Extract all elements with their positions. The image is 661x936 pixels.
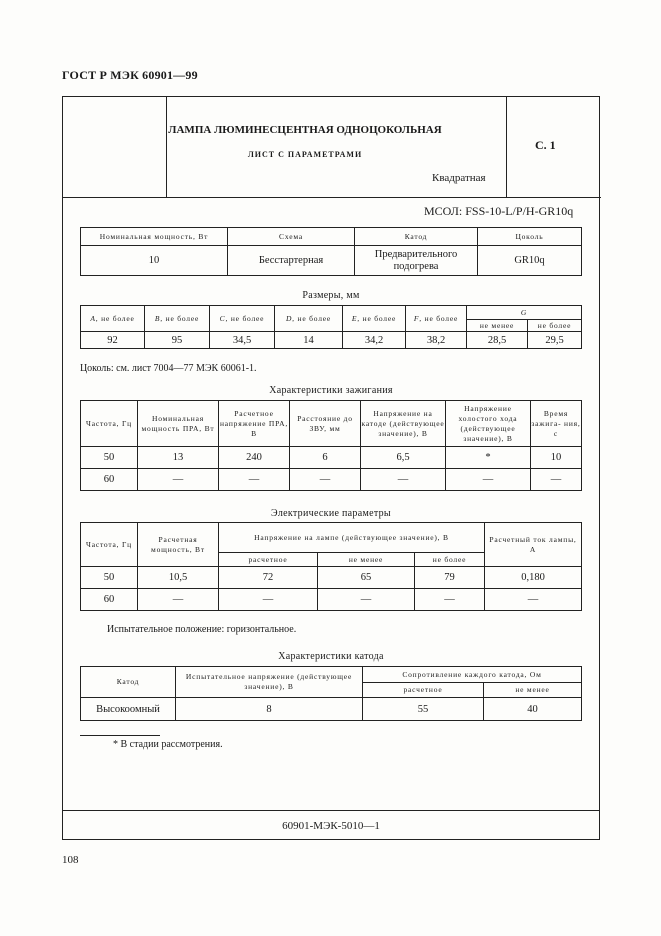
ign-cell: —: [138, 469, 219, 491]
el-cell: 50: [81, 567, 138, 589]
ign-cell: —: [290, 469, 361, 491]
header-power: Номинальная мощность, Вт: [81, 228, 228, 246]
el-cell: —: [485, 589, 582, 611]
ignition-caption: Характеристики зажигания: [269, 385, 393, 396]
cathode-caption: Характеристики катода: [278, 651, 384, 662]
el-cell: 65: [318, 567, 415, 589]
dimensions-caption: Размеры, мм: [302, 290, 360, 301]
el-header-voltage: Напряжение на лампе (действующее значение), В: [219, 523, 485, 553]
header-base: Цоколь: [478, 228, 582, 246]
el-header-current: Расчетный ток лампы, А: [485, 523, 582, 567]
lamp-title: ЛАМПА ЛЮМИНЕСЦЕНТНАЯ ОДНОЦОКОЛЬНАЯ: [168, 124, 442, 136]
dim-value-f: 38,2: [406, 332, 467, 349]
el-header-power: Расчетная мощность, Вт: [138, 523, 219, 567]
ign-cell: 13: [138, 447, 219, 469]
footnote-separator: [80, 735, 160, 736]
el-header-voltage-max: не более: [415, 553, 485, 567]
dimensions-table: [80, 305, 582, 349]
ign-header-time: Время зажига- ния, с: [531, 401, 582, 447]
cat-header-resistance-rated: расчетное: [363, 683, 484, 698]
dim-header-g-max: не более: [528, 320, 582, 332]
dim-header-f: F, не более: [406, 306, 467, 332]
dim-value-d: 14: [275, 332, 343, 349]
el-header-voltage-rated: расчетное: [219, 553, 318, 567]
el-cell: —: [219, 589, 318, 611]
value-scheme: Бесстартерная: [228, 246, 355, 276]
electrical-table: [80, 522, 582, 611]
footnote: * В стадии рассмотрения.: [113, 739, 223, 750]
lamp-shape: Квадратная: [432, 172, 486, 184]
ignition-table: [80, 400, 582, 491]
cathode-table: [80, 666, 582, 721]
ign-cell: —: [446, 469, 531, 491]
ign-cell: 240: [219, 447, 290, 469]
ign-header-open-voltage: Напряжение холостого хода (действующее значение), В: [446, 401, 531, 447]
sheet-number: С. 1: [535, 138, 556, 152]
ign-header-cathode-voltage: Напряжение на катоде (действующее значение), В: [361, 401, 446, 447]
lamp-designation: МСОЛ: FSS-10-L/P/H-GR10q: [424, 204, 574, 218]
dim-header-d: D, не более: [275, 306, 343, 332]
dim-header-a: A, не более: [81, 306, 145, 332]
header-cathode: Катод: [355, 228, 478, 246]
ign-cell: 6,5: [361, 447, 446, 469]
ign-header-frequency: Частота, Гц: [81, 401, 138, 447]
el-header-frequency: Частота, Гц: [81, 523, 138, 567]
page-number: 108: [62, 854, 79, 866]
dim-header-e: E, не более: [343, 306, 406, 332]
value-base: GR10q: [478, 246, 582, 276]
cat-header-cathode: Катод: [81, 667, 176, 698]
cat-header-voltage: Испытательное напряжение (действующее значение), В: [176, 667, 363, 698]
footer-code: 60901-МЭК-5010—1: [282, 820, 380, 832]
dim-header-c: C, не более: [210, 306, 275, 332]
el-cell: —: [415, 589, 485, 611]
ign-cell: —: [361, 469, 446, 491]
dim-header-g-min: не менее: [467, 320, 528, 332]
ign-header-ballast-power: Номинальная мощность ПРА, Вт: [138, 401, 219, 447]
document-header: ГОСТ Р МЭК 60901—99: [62, 68, 198, 82]
ign-header-distance: Расстояние до ЗВУ, мм: [290, 401, 361, 447]
el-cell: —: [318, 589, 415, 611]
ign-cell: —: [531, 469, 582, 491]
dim-value-e: 34,2: [343, 332, 406, 349]
dim-value-g-min: 28,5: [467, 332, 528, 349]
cat-header-resistance-min: не менее: [484, 683, 582, 698]
el-cell: 79: [415, 567, 485, 589]
dim-header-b: B, не более: [145, 306, 210, 332]
dim-value-c: 34,5: [210, 332, 275, 349]
frame-divider-title: [63, 197, 601, 198]
sheet-type: ЛИСТ С ПАРАМЕТРАМИ: [247, 150, 363, 159]
frame-divider-left: [166, 97, 167, 197]
electrical-caption: Электрические параметры: [271, 508, 391, 519]
dim-value-a: 92: [81, 332, 145, 349]
ign-cell: 60: [81, 469, 138, 491]
ign-cell: 50: [81, 447, 138, 469]
cat-cell: 8: [176, 698, 363, 721]
ign-cell: 6: [290, 447, 361, 469]
el-cell: 72: [219, 567, 318, 589]
el-cell: 0,180: [485, 567, 582, 589]
value-power: 10: [81, 246, 228, 276]
cat-cell: Высокоомный: [81, 698, 176, 721]
dim-value-b: 95: [145, 332, 210, 349]
el-cell: 60: [81, 589, 138, 611]
frame-divider-right: [506, 97, 507, 197]
ign-cell: —: [219, 469, 290, 491]
ign-cell: 10: [531, 447, 582, 469]
base-note: Цоколь: см. лист 7004—77 МЭК 60061-1.: [80, 363, 257, 374]
value-cathode: Предварительного подогрева: [355, 246, 478, 276]
footer-separator: [62, 810, 600, 811]
cat-header-resistance: Сопротивление каждого катода, Ом: [363, 667, 582, 683]
dim-header-g: G: [467, 306, 582, 320]
ign-header-ballast-voltage: Расчетное напряжение ПРА, В: [219, 401, 290, 447]
el-cell: 10,5: [138, 567, 219, 589]
cat-cell: 40: [484, 698, 582, 721]
dim-value-g-max: 29,5: [528, 332, 582, 349]
el-cell: —: [138, 589, 219, 611]
ign-cell: *: [446, 447, 531, 469]
cat-cell: 55: [363, 698, 484, 721]
el-header-voltage-min: не менее: [318, 553, 415, 567]
test-position: Испытательное положение: горизонтальное.: [107, 624, 297, 635]
general-table: [80, 227, 582, 276]
header-scheme: Схема: [228, 228, 355, 246]
